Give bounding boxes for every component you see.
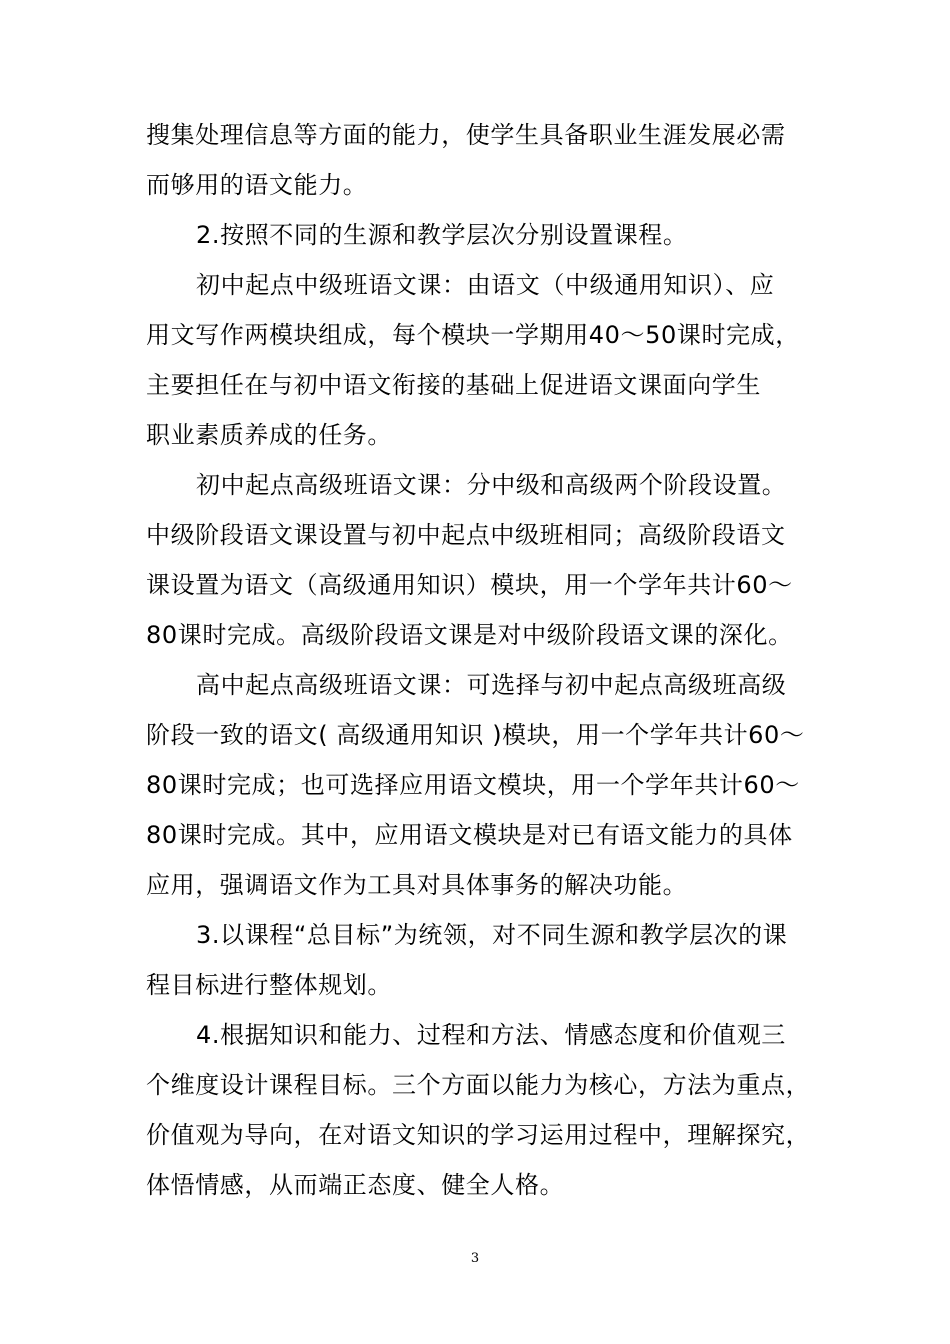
body-text xyxy=(146,110,826,1210)
text-line: 搜集处理信息等方面的能力，使学生具备职业生涯发展必需 xyxy=(146,121,786,149)
text-line: 阶段一致的语文( 高级通用知识 )模块，用一个学年共计60～ xyxy=(146,721,805,749)
text-line: 个维度设计课程目标。三个方面以能力为核心，方法为重点， xyxy=(146,1071,811,1099)
text-line: 课设置为语文（高级通用知识）模块，用一个学年共计60～ xyxy=(146,571,793,599)
text-line: 而够用的语文能力。 xyxy=(146,171,368,199)
text-line: 职业素质养成的任务。 xyxy=(146,421,392,449)
paragraph-start-line: 初中起点高级班语文课：分中级和高级两个阶段设置。 xyxy=(196,471,787,499)
paragraph-start-line: 初中起点中级班语文课：由语文（中级通用知识）、应 xyxy=(196,271,775,299)
text-line: 价值观为导向，在对语文知识的学习运用过程中，理解探究， xyxy=(146,1121,811,1149)
text-line: 80课时完成；也可选择应用语文模块，用一个学年共计60～ xyxy=(146,771,800,799)
paragraph-start-line: 4.根据知识和能力、过程和方法、情感态度和价值观三 xyxy=(196,1021,786,1049)
text-line: 80课时完成。高级阶段语文课是对中级阶段语文课的深化。 xyxy=(146,621,793,649)
paragraph-start-line: 3.以课程“总目标”为统领，对不同生源和教学层次的课 xyxy=(196,921,788,949)
text-line: 应用，强调语文作为工具对具体事务的解决功能。 xyxy=(146,871,688,899)
paragraph-start-line: 2.按照不同的生源和教学层次分别设置课程。 xyxy=(196,221,688,249)
text-line: 体悟情感，从而端正态度、健全人格。 xyxy=(146,1171,565,1199)
text-line: 中级阶段语文课设置与初中起点中级班相同；高级阶段语文 xyxy=(146,521,786,549)
paragraph-start-line: 高中起点高级班语文课：可选择与初中起点高级班高级 xyxy=(196,671,787,699)
text-line: 程目标进行整体规划。 xyxy=(146,971,392,999)
text-line: 80课时完成。其中，应用语文模块是对已有语文能力的具体 xyxy=(146,821,793,849)
text-line: 主要担任在与初中语文衔接的基础上促进语文课面向学生 xyxy=(146,371,761,399)
page-number: 3 xyxy=(470,1251,480,1266)
text-line: 用文写作两模块组成，每个模块一学期用40～50课时完成， xyxy=(146,321,800,349)
